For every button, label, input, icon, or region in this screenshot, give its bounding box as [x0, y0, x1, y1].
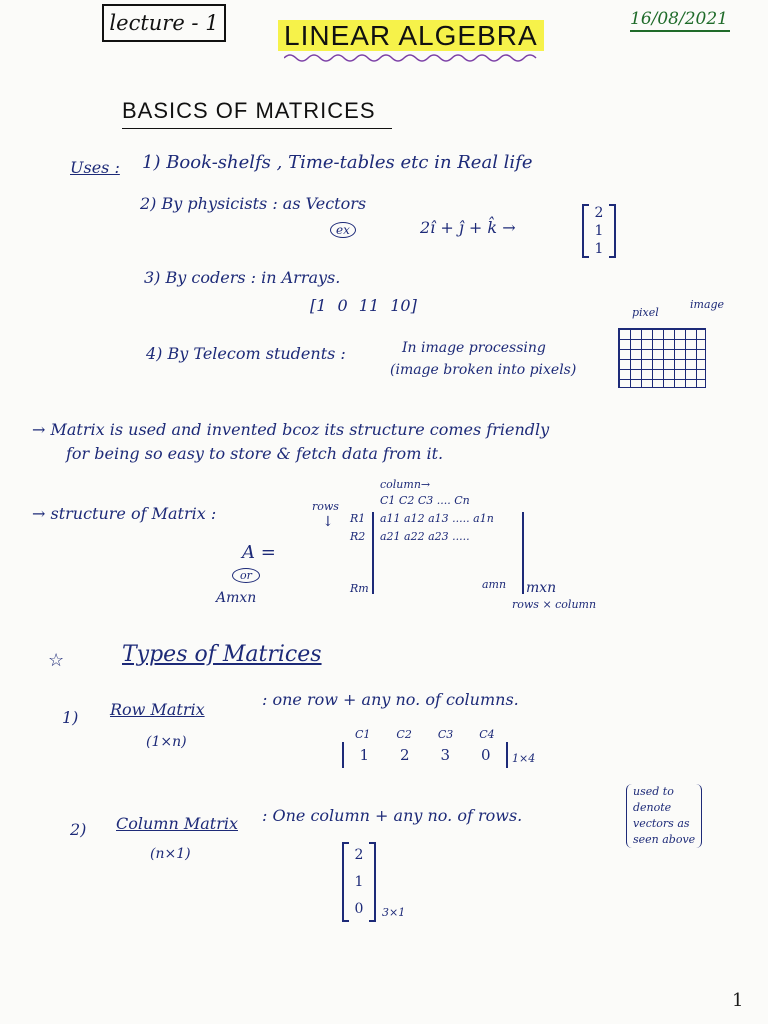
title-underline-squiggle [284, 52, 544, 64]
column-matrix-example [342, 842, 376, 922]
image-label: image [690, 298, 725, 311]
uses-label: Uses : [70, 158, 120, 177]
vector-entry: 2 [594, 205, 604, 221]
row-matrix-col-headers [355, 728, 495, 741]
vector-matrix [582, 204, 616, 258]
type-1-dim: (1×n) [146, 734, 187, 750]
type-2-name: Column Matrix [116, 814, 238, 833]
matrix-use-line-1: → Matrix is used and invented bcoz its structure comes friendly [32, 420, 550, 439]
or-badge: or [232, 568, 260, 583]
type-2-desc: : One column + any no. of rows. [262, 806, 523, 825]
example-badge: ex [330, 222, 356, 238]
row-matrix-entry: 0 [480, 746, 491, 764]
column-headers: C1 C2 C3 .... Cn [380, 494, 470, 507]
row-matrix-entry: 3 [440, 746, 451, 764]
vector-entry: 1 [594, 241, 604, 257]
date: 16/08/2021 [630, 9, 728, 29]
rows-down-arrow-icon: ↓ [322, 514, 334, 530]
type-2-number: 2) [70, 820, 87, 839]
section-heading-basics: BASICS OF MATRICES [122, 98, 376, 123]
type-2-dim: (n×1) [150, 846, 191, 862]
section-heading-types: Types of Matrices [122, 642, 322, 667]
date-underline [630, 30, 730, 32]
row-matrix-entry: 2 [399, 746, 410, 764]
use-2: 2) By physicists : as Vectors [140, 194, 367, 213]
col-header: C1 [355, 728, 371, 741]
column-matrix-note: used to denote vectors as seen above [626, 784, 702, 848]
vector-entry: 1 [594, 223, 604, 239]
row-label-r2: R2 [350, 530, 366, 543]
col-header: C3 [437, 728, 454, 741]
row-label-r1: R1 [350, 512, 366, 525]
row-1-entries: a11 a12 a13 ..... a1n [380, 512, 494, 525]
col-header: C4 [479, 728, 495, 741]
matrix-a-label: A = [242, 542, 276, 563]
row-matrix-entry: 1 [359, 746, 370, 764]
type-1-name: Row Matrix [110, 700, 205, 719]
page-number: 1 [732, 990, 744, 1011]
matrix-use-line-2: for being so easy to store & fetch data from it. [66, 444, 444, 463]
heading-underline [122, 128, 392, 129]
star-icon: ☆ [48, 650, 65, 671]
row-matrix-size: 1×4 [512, 752, 536, 765]
image-processing-note: In image processing [402, 340, 546, 356]
title-highlight: LINEAR ALGEBRA [278, 20, 544, 51]
amxn-label: Amxn [216, 590, 257, 606]
type-1-number: 1) [62, 708, 79, 727]
rows-x-column-label: rows × column [512, 598, 597, 611]
row-matrix-example [342, 742, 508, 768]
vector-expression: 2î + ĵ + k̂ → [420, 218, 516, 237]
pixel-label: pixel [632, 306, 659, 319]
structure-label: → structure of Matrix : [32, 504, 217, 523]
col-header: C2 [396, 728, 412, 741]
column-arrow-label: column→ [380, 478, 431, 491]
pixel-grid-diagram [618, 328, 706, 388]
lecture-box: lecture - 1 [102, 4, 226, 42]
use-3: 3) By coders : in Arrays. [144, 268, 341, 287]
column-matrix-entry: 1 [354, 873, 364, 890]
array-example: [1 0 11 10] [310, 296, 417, 315]
row-2-entries: a21 a22 a23 ..... [380, 530, 470, 543]
page-title [278, 20, 544, 52]
amn-entry: amn [482, 578, 507, 591]
image-processing-note-2: (image broken into pixels) [390, 362, 577, 378]
mxn-label: mxn [526, 580, 557, 596]
rows-label: rows [312, 500, 339, 513]
column-matrix-entry: 0 [354, 900, 364, 917]
use-4: 4) By Telecom students : [146, 344, 346, 363]
column-matrix-entry: 2 [354, 847, 364, 864]
use-1: 1) Book-shelfs , Time-tables etc in Real life [142, 152, 533, 173]
row-label-rm: Rm [350, 582, 369, 595]
column-matrix-size: 3×1 [382, 906, 406, 919]
type-1-desc: : one row + any no. of columns. [262, 690, 519, 709]
